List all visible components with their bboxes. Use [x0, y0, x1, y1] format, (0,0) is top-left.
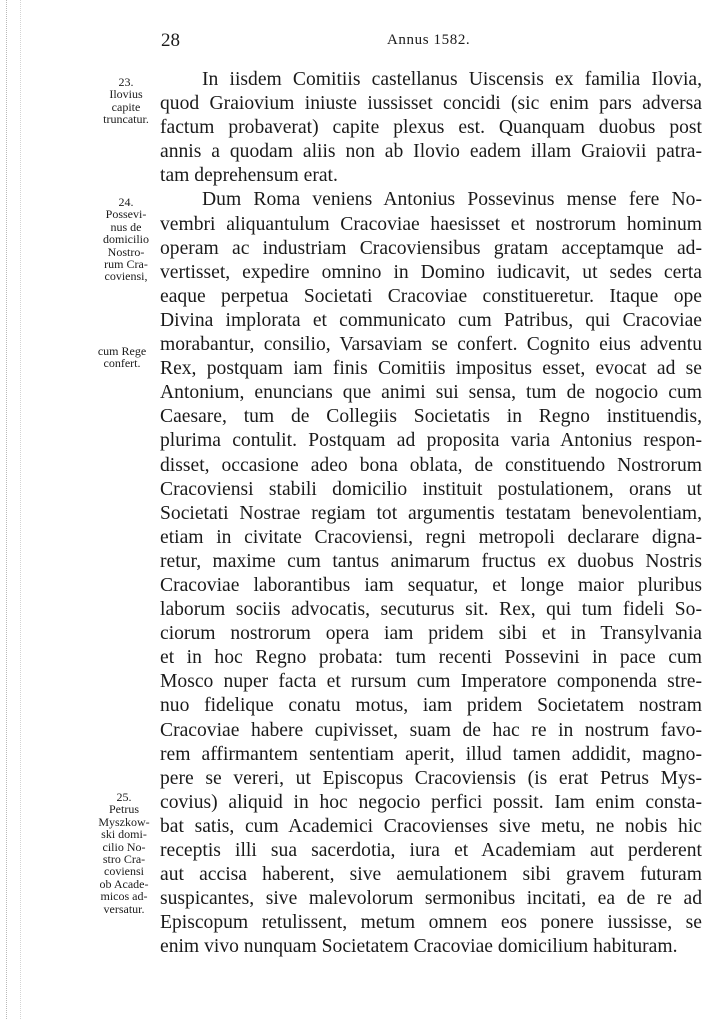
- margin-note-line: confert.: [103, 356, 141, 371]
- text-line: Episcopum retulissent, metum omnem eos ponere iussisse, se: [160, 912, 702, 934]
- margin-note-line: coviensi: [104, 864, 144, 879]
- page-edge-left: [6, 0, 7, 1019]
- margin-note-line: 24.: [118, 195, 134, 209]
- margin-note-cum-rege: [88, 345, 156, 370]
- margin-note-line: nus de: [110, 219, 142, 234]
- text-line: retur, maxime cum tantus animarum fructus ex duobus Nostris: [160, 550, 702, 572]
- text-line: covius) aliquid in hoc negocio perfici possit. Iam enim consta-: [160, 791, 702, 813]
- margin-note-line: domicilio: [103, 232, 149, 247]
- margin-note-line: micos ad-: [100, 889, 148, 904]
- text-line: bat satis, cum Academici Cracovienses sive metu, ne nobis hic: [160, 815, 702, 837]
- margin-note-line: ob Acade-: [99, 876, 149, 891]
- text-line: factum probaverat) capite plexus est. Quanquam duobus post: [160, 117, 702, 139]
- margin-note-line: rum Cra-: [104, 257, 148, 272]
- margin-note-line: 23.: [118, 75, 134, 89]
- text-line: Caesare, tum de Collegiis Societatis in Regno instituendis,: [160, 406, 702, 428]
- text-line: suspicantes, sive malevolorum sermonibus incitati, ea de re ad: [160, 888, 702, 910]
- text-line: morabantur, consilio, Varsaviam se confert. Cognito eius adventu: [160, 334, 702, 356]
- margin-note-line: Petrus: [109, 802, 139, 817]
- margin-note-line: ski domi-: [101, 827, 147, 842]
- running-head: Annus 1582.: [387, 32, 471, 48]
- text-line: quod Graiovium iniuste iussisset concidi (sic enim pars adversa: [160, 93, 702, 115]
- margin-note-24: [92, 196, 160, 283]
- margin-note-line: Nostro-: [107, 244, 145, 259]
- margin-note-line: versatur.: [103, 901, 145, 916]
- text-line: In iisdem Comitiis castellanus Uiscensis ex familia Ilovia,: [202, 69, 702, 90]
- margin-note-line: Myszkow-: [98, 814, 150, 829]
- text-line: etiam in civitate Cracoviensi, regni metropoli declarare digna-: [160, 526, 702, 548]
- text-line: Societati Nostrae regiam tot argumentis testatam benevolentiam,: [160, 502, 702, 524]
- text-line: Rex, postquam iam finis Comitiis impositus esset, evocat ad se: [160, 358, 702, 380]
- text-line: Mosco nuper facta et rursum cum Imperatore componenda stre-: [160, 671, 702, 693]
- margin-note-23: [92, 76, 160, 126]
- margin-note-line: Ilovius: [109, 87, 143, 102]
- margin-note-line: truncatur.: [103, 112, 149, 127]
- margin-note-line: cum Rege: [97, 344, 147, 358]
- text-line: vembri aliquantulum Cracoviae haesisset et nostrorum hominum: [160, 213, 702, 235]
- text-line: operam ac industriam Cracoviensibus gratam acceptamque ad-: [160, 237, 702, 259]
- text-line: ciorum nostrorum opera iam pridem sibi et in Transylvania: [160, 623, 702, 645]
- text-line: nuo fidelique conatu motus, iam pridem Societatem nostram: [160, 695, 702, 717]
- text-line: tam deprehensum erat.: [160, 165, 338, 187]
- margin-note-line: cilio No-: [102, 839, 146, 854]
- text-line: receptis illi sua sacerdotia, iura et Academiam aut perderent: [160, 840, 702, 861]
- text-line: pere se vereri, ut Episcopus Cracoviensis (is erat Petrus Mys-: [160, 767, 702, 789]
- margin-note-line: stro Cra-: [102, 852, 146, 867]
- page-edge-inner: [20, 0, 21, 1019]
- text-line: et in hoc Regno probata: tum recenti Possevini in pace cum: [160, 647, 702, 669]
- text-line: Cracoviae habere cupivisset, suam de hac re in nostrum favo-: [160, 719, 702, 741]
- text-line: annis a quodam aliis non ab Ilovio eadem illam Graiovii patra-: [160, 141, 702, 163]
- text-line: Antonium, enuncians que animi sui sensa, tum de nogocio cum: [160, 382, 702, 404]
- text-line: aut accisa haberent, sive aemulationem sibi gravem futuram: [160, 864, 702, 886]
- page-header: [0, 30, 720, 54]
- margin-note-line: coviensi,: [104, 269, 148, 284]
- text-line: Cracoviensi stabili domicilio instituit postulationem, orans ut: [160, 478, 702, 500]
- text-line: laborum sociis advocatis, secuturus sit. Rex, qui tum fideli So-: [160, 599, 702, 621]
- margin-note-line: Possevi-: [105, 207, 147, 222]
- page-number: 28: [161, 30, 180, 51]
- text-line: rem affirmantem sententiam aperit, illud tamen addidit, magno-: [160, 743, 702, 765]
- text-line: Cracoviae laborantibus iam sequatur, et longe maior pluribus: [160, 574, 702, 596]
- body-text: [160, 68, 702, 959]
- text-line: disset, occasione adeo bona oblata, de constituendo Nostrorum: [160, 454, 702, 476]
- text-line: Divina implorata et communicato cum Patribus, qui Cracoviae: [160, 309, 702, 331]
- text-line: enim vivo nunquam Societatem Cracoviae domicilium habituram.: [160, 936, 678, 958]
- text-line: Dum Roma veniens Antonius Possevinus mense fere No-: [202, 189, 702, 211]
- text-line: vertisset, expedire omnino in Domino iudicavit, ut sedes certa: [160, 261, 702, 283]
- text-line: eaque perpetua Societati Cracoviae constitueretur. Itaque ope: [160, 285, 702, 307]
- margin-note-line: 25.: [116, 790, 132, 804]
- margin-note-25: [90, 791, 158, 915]
- margin-note-line: capite: [111, 99, 141, 114]
- text-line: plurima contulit. Postquam ad proposita varia Antonius respon-: [160, 430, 702, 452]
